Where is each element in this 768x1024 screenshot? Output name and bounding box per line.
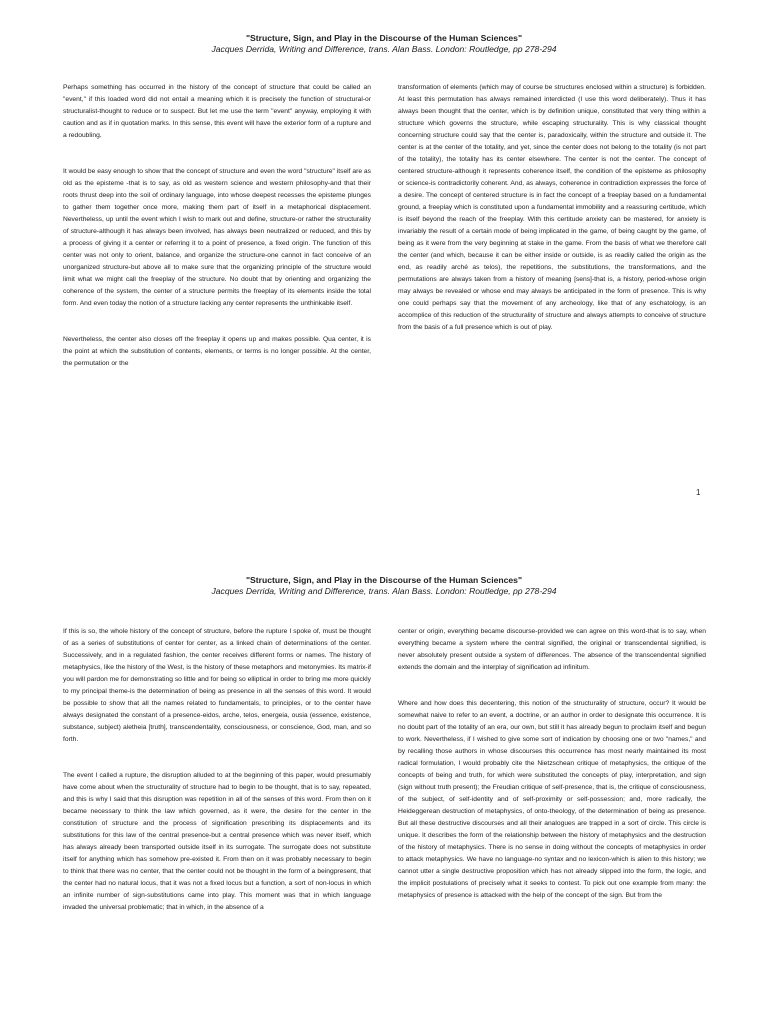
article-citation: Jacques Derrida, Writing and Difference, trans. Alan Bass. London: Routledge, pp 278-294 [211, 44, 557, 54]
document-page-2 [0, 560, 768, 1024]
paragraph: Nevertheless, the center also closes off the freeplay it opens up and makes possible. Qua center, it is the point at which the substitution of contents, elements, or terms is no longer possible. At the center, the permutation or the [63, 336, 371, 367]
paragraph: It would be easy enough to show that the concept of structure and even the word "structure" itself are as old as the episteme -that is to say, as old as western science and western philosophy-and that their roots thrust deep into the soil of ordinary language, into whose deepest recesses the episteme plunges to gather them together once more, making them part of itself in a metaphorical displacement. Nevertheless, up until the event which I wish to mark out and define, structure-or rather the structurality of structure-although it has always been involved, has always been neutralized or reduced, and this by a process of giving it a center or referring it to a point of presence, a fixed origin. The function of this center was not only to orient, balance, and organize the structure-one cannot in fact conceive of an unorganized structure-but above all to make sure that the organizing principle of the structure would limit what we might call the freeplay of the structure. No doubt that by orienting and organizing the coherence of the system, the center of a structure permits the freeplay of its elements inside the total form. And even today the notion of a structure lacking any center represents the unthinkable itself. [63, 168, 371, 307]
page-header [0, 575, 768, 597]
article-title: "Structure, Sign, and Play in the Discourse of the Human Sciences" [245, 33, 523, 43]
text-column-right [398, 626, 706, 902]
article-citation: Jacques Derrida, Writing and Difference, trans. Alan Bass. London: Routledge, pp 278-294 [211, 586, 557, 596]
text-column-left [63, 82, 371, 370]
paragraph: The event I called a rupture, the disruption alluded to at the beginning of this paper, would presumably have come about when the structurality of structure had to begin to be thought, that is to say, repeated, and this is why I said that this disruption was repetition in all of the senses of this word. From then on it became necessary to think the law which governed, as it were, the desire for the center in the constitution of structure and the process of signification prescribing its displacements and its substitutions for this law of the central presence-but a central presence which was never itself, which has always already been transported outside itself in its surrogate. The surrogate does not substitute itself for anything which has somehow pre-existed it. From then on it was probably necessary to begin to think that there was no center, that the center could not be thought in the form of a beingpresent, that the center had no natural locus, that it was not a fixed locus but a function, a sort of non-locus in which an infinite number of sign-substitutions came into play. This moment was that in which language invaded the universal problematic; that in which, in the absence of a [63, 772, 371, 911]
text-column-left [63, 626, 371, 914]
paragraph: transformation of elements (which may of course be structures enclosed within a structure) is forbidden. At least this permutation has always remained interdicted (I use this word deliberately). Thus it has always been thought that the center, which is by definition unique, constituted that very thing within a structure which governs the structure, while escaping structurality. This is why classical thought concerning structure could say that the center is, paradoxically, within the structure and outside it. The center is at the center of the totality, and yet, since the center does not belong to the totality (is not part of the totality), the totality has its center elsewhere. The center is not the center. The concept of centered structure-although it represents coherence itself, the condition of the episteme as philosophy or science-is contradictorily coherent. And, as always, coherence in contradiction expresses the force of a desire. The concept of centered structure is in fact the concept of a freeplay based on a fundamental ground, a freeplay which is constituted upon a fundamental immobility and a reassuring certitude, which is itself beyond the reach of the freeplay. With this certitude anxiety can be mastered, for anxiety is invariably the result of a certain mode of being implicated in the game, of being caught by the game, of being as it were from the very beginning at stake in the game. From the basis of what we therefore call the center (and which, because it can be either inside or outside, is as readily called the origin as the end, as readily arché as telos), the repetitions, the substitutions, the transformations, and the permutations are always taken from a history of meaning [sens]-that is, a history, period-whose origin may always be revealed or whose end may always be anticipated in the form of presence. This is why one could perhaps say that the movement of any archeology, like that of any eschatology, is an accomplice of this reduction of the structurality of structure and always attempts to conceive of structure from the basis of a full presence which is out of play. [398, 84, 706, 331]
page-header [0, 33, 768, 55]
paragraph: If this is so, the whole history of the concept of structure, before the rupture I spoke of, must be thought of as a series of substitutions of center for center, as a linked chain of determinations of the center. Successively, and in a regulated fashion, the center receives different forms or names. The history of metaphysics, like the history of the West, is the history of these metaphors and metonymies. Its matrix-if you will pardon me for demonstrating so little and for being so elliptical in order to bring me more quickly to my principal theme-is the determination of being as presence in all the senses of this word. It would be possible to show that all the names related to fundamentals, to principles, or to the center have always designated the constant of a presence-eidos, arche, telos, energeia, ousia (essence, existence, substance, subject) aletheia [truth], transcendentality, consciousness, or conscience, God, man, and so forth. [63, 628, 371, 743]
article-title: "Structure, Sign, and Play in the Discourse of the Human Sciences" [245, 575, 523, 585]
paragraph: Where and how does this decentering, this notion of the structurality of structure, occur? It would be somewhat naive to refer to an event, a doctrine, or an author in order to designate this occurrence. It is no doubt part of the totality of an era, our own, but still it has already begun to proclaim itself and begun to work. Nevertheless, if I wished to give some sort of indication by choosing one or two "names," and by recalling those authors in whose discourses this occurrence has most nearly maintained its most radical formulation, I would probably cite the Nietzschean critique of metaphysics, the critique of the concepts of being and truth, for which were substituted the concepts of play, interpretation, and sign (sign without truth present); the Freudian critique of self-presence, that is, the critique of consciousness, of the subject, of self-identity and of self-proximity or self-possession; and, more radically, the Heideggerean destruction of metaphysics, of onto-theology, of the determination of being as presence. But all these destructive discourses and all their analogues are trapped in a sort of circle. This circle is unique. It describes the form of the relationship between the history of metaphysics and the destruction of the history of metaphysics. There is no sense in doing without the concepts of metaphysics in order to attack metaphysics. We have no language-no syntax and no lexicon-which is alien to this history; we cannot utter a single destructive proposition which has not already slipped into the form, the logic, and the implicit postulations of precisely what it seeks to contest. To pick out one example from many: the metaphysics of presence is attacked with the help of the concept of the sign. But from the [398, 700, 706, 899]
paragraph: center or origin, everything became discourse-provided we can agree on this word-that is to say, when everything became a system where the central signified, the original or transcendental signified, is never absolutely present outside a system of differences. The absence of the transcendental signified extends the domain and the interplay of signification ad infinitum. [398, 628, 706, 671]
text-column-right [398, 82, 706, 334]
paragraph: Perhaps something has occurred in the history of the concept of structure that could be called an "event," if this loaded word did not entail a meaning which it is precisely the function of structural-or structuralist-thought to reduce or to suspect. But let me use the term "event" anyway, employing it with caution and as if in quotation marks. In this sense, this event will have the exterior form of a rupture and a redoubling. [63, 84, 371, 139]
page-number: 1 [696, 488, 701, 497]
